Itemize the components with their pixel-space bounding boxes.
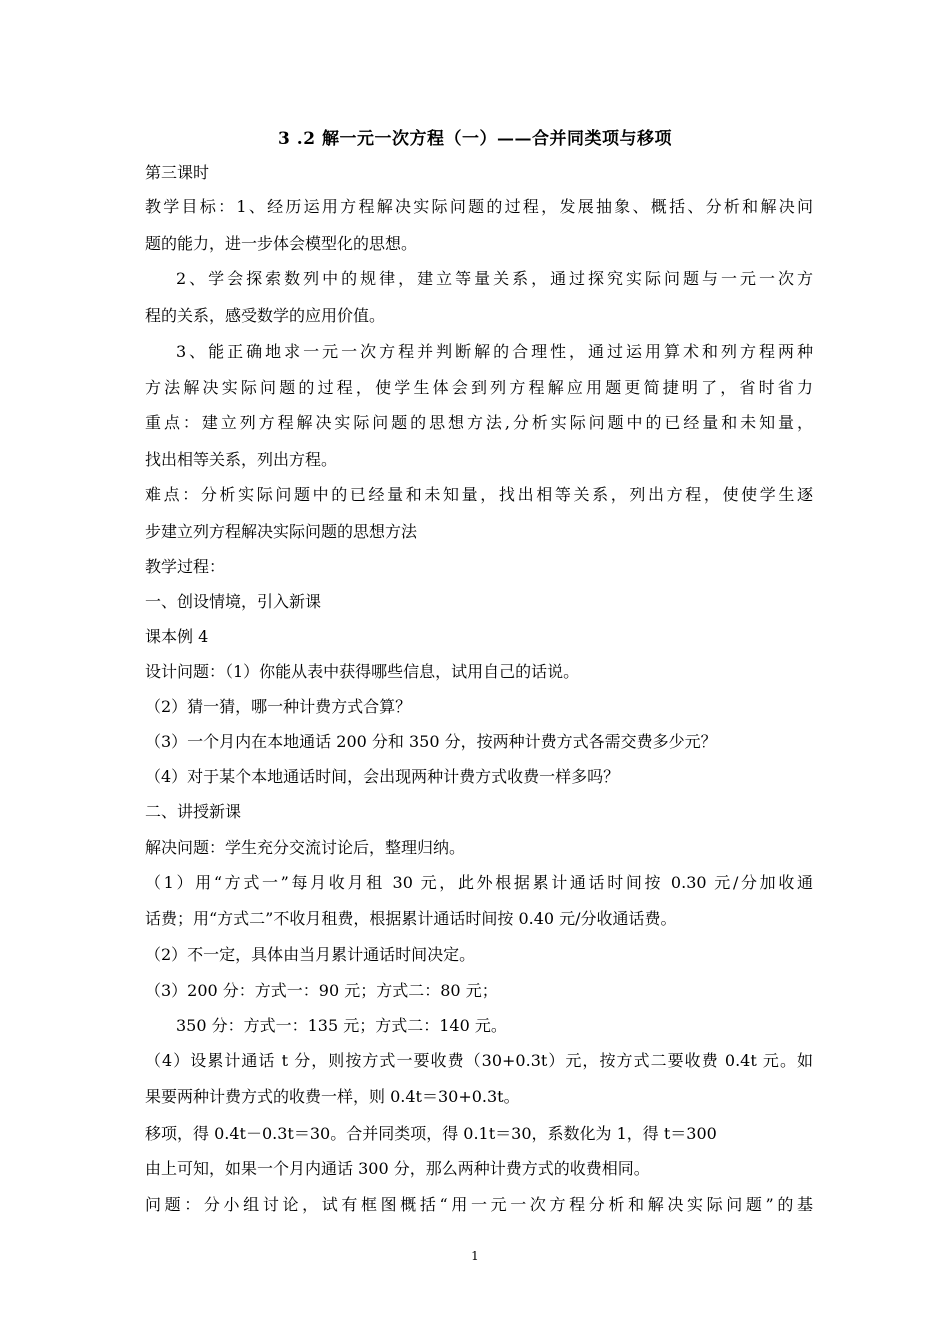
answer-4-line-2: 果要两种计费方式的收费一样，则 0.4t＝30+0.3t。 — [145, 1087, 520, 1106]
answer-1-line-1: （1）用“方式一”每月收月租 30 元，此外根据累计通话时间按 0.30 元/分加收通 — [145, 873, 813, 892]
answer-1-line-2: 话费；用“方式二”不收月租费，根据累计通话时间按 0.40 元/分收通话费。 — [145, 909, 677, 928]
discussion-question: 问题：分小组讨论，试有框图概括“用一元一次方程分析和解决实际问题”的基 — [145, 1195, 813, 1214]
document-title: 3 .2 解一元一次方程（一）——合并同类项与移项 — [278, 129, 672, 149]
difficulty-line-2: 步建立列方程解决实际问题的思想方法 — [145, 522, 418, 541]
solve-problem-intro: 解决问题：学生充分交流讨论后，整理归纳。 — [145, 838, 466, 857]
page-number: 1 — [471, 1249, 479, 1263]
design-question-3: （3）一个月内在本地通话 200 分和 350 分，按两种计费方式各需交费多少元？ — [145, 732, 717, 751]
answer-2: （2）不一定，具体由当月累计通话时间决定。 — [145, 945, 476, 964]
objective-1-line-1: 教学目标：1、经历运用方程解决实际问题的过程，发展抽象、概括、分析和解决问 — [145, 197, 813, 216]
key-point-line-2: 找出相等关系，列出方程。 — [145, 450, 338, 469]
design-question-4: （4）对于某个本地通话时间，会出现两种计费方式收费一样多吗？ — [145, 767, 620, 786]
textbook-example: 课本例 4 — [145, 627, 209, 646]
design-question-2: （2）猜一猜，哪一种计费方式合算？ — [145, 697, 412, 716]
section-2-heading: 二、讲授新课 — [145, 802, 242, 821]
objective-2-line-2: 程的关系，感受数学的应用价值。 — [145, 306, 386, 325]
answer-3-line-2: 350 分：方式一：135 元；方式二：140 元。 — [176, 1016, 507, 1035]
objective-2-line-1: 2、学会探索数列中的规律，建立等量关系，通过探究实际问题与一元一次方 — [176, 269, 813, 288]
conclusion: 由上可知，如果一个月内通话 300 分，那么两种计费方式的收费相同。 — [145, 1159, 650, 1178]
difficulty-line-1: 难点：分析实际问题中的已经量和未知量，找出相等关系，列出方程，使使学生逐 — [145, 485, 813, 504]
section-1-heading: 一、创设情境，引入新课 — [145, 592, 322, 611]
key-point-line-1: 重点：建立列方程解决实际问题的思想方法,分析实际问题中的已经量和未知量， — [145, 413, 813, 432]
objective-3-line-1: 3、能正确地求一元一次方程并判断解的合理性，通过运用算术和列方程两种 — [176, 342, 813, 361]
objective-1-line-2: 题的能力，进一步体会模型化的思想。 — [145, 234, 418, 253]
equation-steps: 移项，得 0.4t－0.3t＝30。合并同类项，得 0.1t＝30，系数化为 1，得 t＝300 — [145, 1124, 717, 1143]
answer-3-line-1: （3）200 分：方式一：90 元；方式二：80 元； — [145, 981, 498, 1000]
design-question-1: 设计问题：（1）你能从表中获得哪些信息，试用自己的话说。 — [145, 662, 580, 681]
answer-4-line-1: （4）设累计通话 t 分，则按方式一要收费（30+0.3t）元，按方式二要收费 0.4t 元。如 — [145, 1051, 813, 1070]
objective-3-line-2: 方法解决实际问题的过程，使学生体会到列方程解应用题更简捷明了，省时省力 — [145, 378, 813, 397]
teaching-process-heading: 教学过程： — [145, 557, 226, 576]
lesson-period: 第三课时 — [145, 163, 210, 182]
